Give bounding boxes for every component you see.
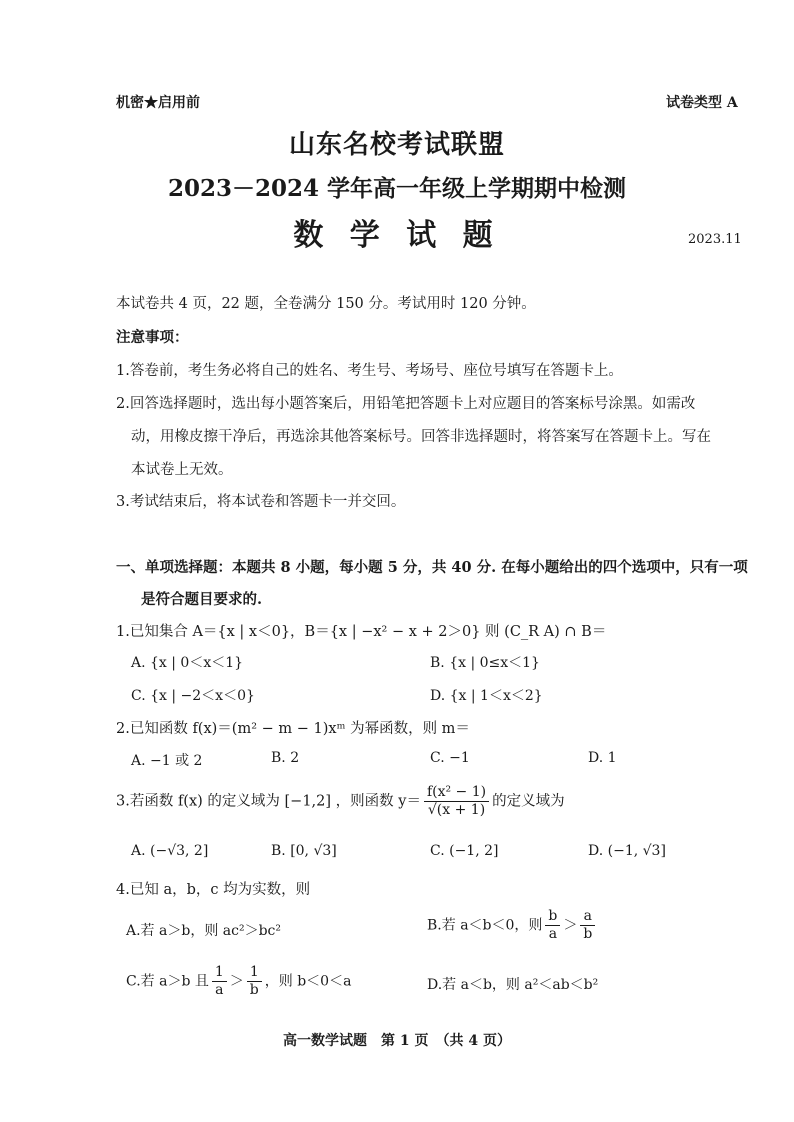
question-2-option-c: C. −1 bbox=[430, 750, 470, 766]
question-4-option-c-post: ，则 b＜0＜a bbox=[264, 973, 352, 990]
note-2-line-2: 动，用橡皮擦干净后，再选涂其他答案标号。回答非选择题时，将答案写在答题卡上。写在 bbox=[131, 429, 711, 445]
question-3-option-b: B. [0, √3] bbox=[271, 843, 337, 859]
question-1-stem: 1.已知集合 A＝{x | x＜0}，B＝{x | −x² − x + 2＞0} 则 (C_R A) ∩ B＝ bbox=[116, 624, 607, 640]
fraction-numerator: a bbox=[580, 908, 595, 926]
fraction-denominator: b bbox=[249, 982, 259, 998]
note-1: 1.答卷前，考生务必将自己的姓名、考生号、考场号、座位号填写在答题卡上。 bbox=[116, 363, 623, 379]
notes-title: 注意事项： bbox=[116, 329, 189, 346]
question-3-fraction-denominator: √(x + 1) bbox=[427, 802, 486, 818]
question-3-stem-pre: 3.若函数 f(x) 的定义域为 [−1,2] ，则函数 y＝ bbox=[116, 793, 421, 810]
question-1-option-b: B. {x | 0≤x＜1} bbox=[430, 655, 540, 671]
question-4-option-c-fraction-1 bbox=[212, 964, 227, 999]
confidential-label: 机密★启用前 bbox=[116, 95, 200, 111]
question-3-fraction bbox=[424, 784, 489, 819]
question-3-stem bbox=[116, 784, 565, 819]
note-2-line-3: 本试卷上无效。 bbox=[131, 462, 233, 478]
question-3-option-c: C. (−1, 2] bbox=[430, 843, 499, 859]
question-4-option-b-pre: B.若 a＜b＜0，则 bbox=[427, 917, 543, 934]
question-1-option-c: C. {x | −2＜x＜0} bbox=[131, 688, 255, 704]
note-2-line-1: 2.回答选择题时，选出每小题答案后，用铅笔把答题卡上对应题目的答案标号涂黑。如需改 bbox=[116, 396, 696, 412]
question-3-fraction-numerator: f(x² − 1) bbox=[424, 784, 489, 802]
question-1-option-a: A. {x | 0＜x＜1} bbox=[131, 655, 244, 671]
question-4-option-c-compare: ＞ bbox=[229, 973, 244, 990]
question-4-option-c bbox=[126, 964, 351, 999]
section-1-heading-cont: 是符合题目要求的. bbox=[141, 591, 263, 608]
fraction-denominator: b bbox=[583, 926, 593, 942]
question-3-option-a: A. (−√3, 2] bbox=[131, 843, 209, 859]
question-4-option-b bbox=[427, 908, 598, 943]
question-4-option-b-fraction-1 bbox=[545, 908, 560, 943]
question-3-stem-post: 的定义域为 bbox=[492, 793, 565, 810]
question-1-option-d: D. {x | 1＜x＜2} bbox=[430, 688, 543, 704]
organization-title: 山东名校考试联盟 bbox=[288, 130, 505, 160]
fraction-numerator: 1 bbox=[212, 964, 227, 982]
intro-text: 本试卷共 4 页，22 题，全卷满分 150 分。考试用时 120 分钟。 bbox=[116, 296, 536, 312]
question-2-option-b: B. 2 bbox=[271, 750, 300, 766]
paper-type-label: 试卷类型 A bbox=[666, 95, 738, 111]
exam-subtitle: 2023－2024 学年高一年级上学期期中检测 bbox=[167, 175, 627, 202]
section-1-heading: 一、单项选择题：本题共 8 小题，每小题 5 分，共 40 分. 在每小题给出的四个选项中，只有一项 bbox=[116, 559, 748, 576]
question-4-option-a: A.若 a＞b，则 ac²＞bc² bbox=[126, 923, 281, 939]
page-title: 数 学 试 题 bbox=[293, 218, 501, 253]
question-3-option-d: D. (−1, √3] bbox=[588, 843, 666, 859]
fraction-denominator: a bbox=[215, 982, 224, 998]
fraction-numerator: b bbox=[545, 908, 560, 926]
question-2-option-a: A. −1 或 2 bbox=[131, 753, 203, 769]
question-4-option-b-fraction-2 bbox=[580, 908, 595, 943]
exam-date: 2023.11 bbox=[688, 232, 742, 247]
question-2-option-d: D. 1 bbox=[588, 750, 617, 766]
question-4-option-c-pre: C.若 a＞b 且 bbox=[126, 973, 209, 990]
question-4-option-d: D.若 a＜b，则 a²＜ab＜b² bbox=[427, 977, 599, 993]
question-4-option-b-compare: ＞ bbox=[563, 917, 578, 934]
note-3: 3.考试结束后，将本试卷和答题卡一并交回。 bbox=[116, 494, 406, 510]
fraction-denominator: a bbox=[548, 926, 558, 942]
question-2-stem: 2.已知函数 f(x)＝(m² − m − 1)xᵐ 为幂函数，则 m＝ bbox=[116, 721, 470, 737]
question-4-option-c-fraction-2 bbox=[247, 964, 262, 999]
page-footer: 高一数学试题 第 1 页 （共 4 页） bbox=[283, 1033, 511, 1049]
fraction-numerator: 1 bbox=[247, 964, 262, 982]
question-4-stem: 4.已知 a，b，c 均为实数，则 bbox=[116, 882, 311, 898]
